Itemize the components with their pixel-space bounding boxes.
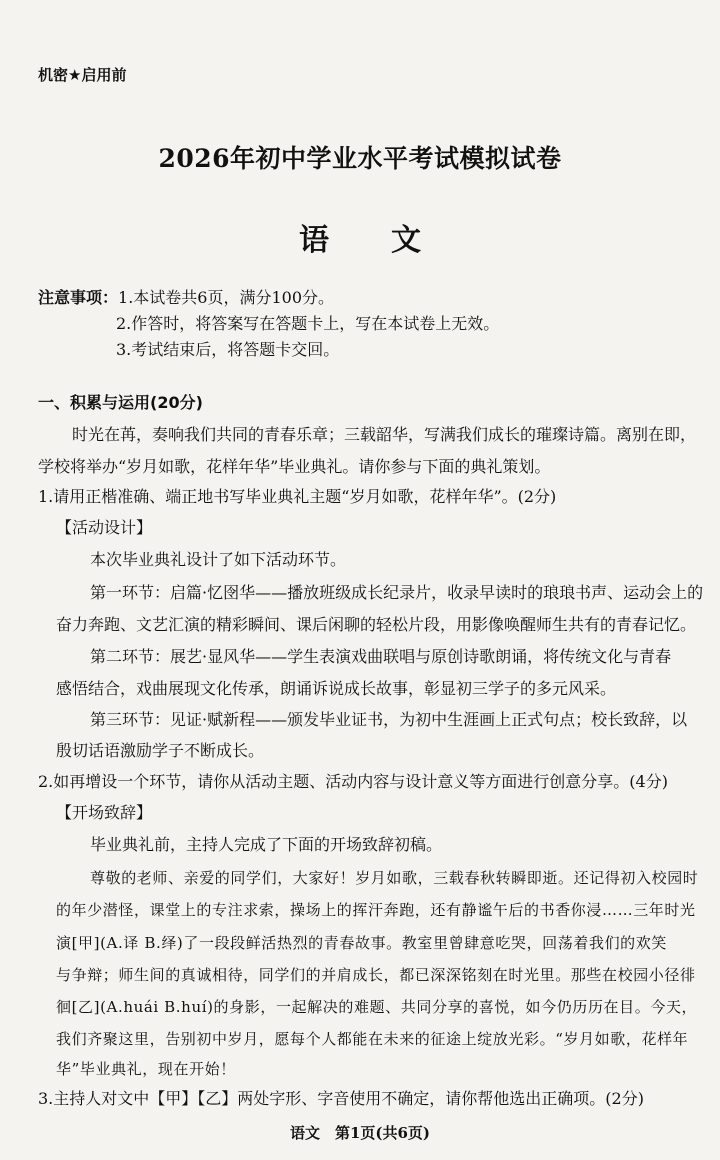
activity-line-7: 殷切话语激励学子不断成长。 (56, 741, 265, 760)
activity-line-5: 感悟结合，戏曲展现文化传承，朗诵诉说成长故事，彰显初三学子的多元风采。 (56, 679, 617, 698)
page-footer: 语文 第1页(共6页) (289, 1124, 431, 1142)
speech-line-2: 的年少潜怪，课堂上的专注求索，操场上的挥汗奔跑，还有静谧午后的书香你浸……三年时光 (56, 901, 696, 919)
confidential-label: 机密★启用前 (38, 66, 127, 84)
subject-char-1: 语 (299, 223, 329, 258)
subject-char-2: 文 (391, 223, 421, 258)
intro-line-2: 学校将举办“岁月如歌，花样年华”毕业典礼。请你参与下面的典礼策划。 (38, 457, 551, 476)
speech-line-5: 徊[乙](A.huái B.huí)的身影，一起解决的难题、共同分享的喜悦，如今仍历历在目。今天， (56, 998, 698, 1016)
notes-item-1: 1.本试卷共6页，满分100分。 (118, 288, 335, 307)
speech-line-3: 演[甲](A.译 B.绎)了一段段鲜活热烈的青春故事。教室里曾肆意吃哭，回荡着我们的欢笑 (56, 934, 667, 952)
activity-line-1: 本次毕业典礼设计了如下活动环节。 (90, 550, 347, 569)
speech-line-1: 尊敬的老师、亲爱的同学们，大家好！岁月如歌，三载春秋转瞬即逝。还记得初入校园时 (90, 869, 699, 887)
section-heading: 一、积累与运用(20分) (38, 393, 203, 412)
speech-line-4: 与争辩；师生间的真诚相待，同学们的并肩成长，都已深深铭刻在时光里。那些在校园小径徘 (56, 966, 696, 984)
subject-title (0, 222, 720, 260)
speech-line-7: 华”毕业典礼，现在开始！ (56, 1060, 236, 1078)
notes-line-1 (38, 287, 334, 309)
question-2: 2.如再增设一个环节，请你从活动主题、活动内容与设计意义等方面进行创意分享。(4分) (38, 772, 668, 791)
intro-line-1: 时光在苒，奏响我们共同的青春乐章；三载韶华，写满我们成长的璀璨诗篇。离别在即， (72, 425, 697, 444)
notes-item-2: 2.作答时，将答案写在答题卡上，写在本试卷上无效。 (116, 314, 500, 333)
activity-line-6: 第三环节：见证·赋新程——颁发毕业证书，为初中生涯画上正式句点；校长致辞，以 (90, 710, 688, 729)
question-1: 1.请用正楷准确、端正地书写毕业典礼主题“岁月如歌，花样年华”。(2分) (38, 487, 557, 506)
opening-intro: 毕业典礼前，主持人完成了下面的开场致辞初稿。 (90, 835, 443, 854)
notes-label: 注意事项： (38, 288, 119, 307)
exam-title: 2026年初中学业水平考试模拟试卷 (158, 144, 562, 173)
activity-line-4: 第二环节：展艺·显风华——学生表演戏曲联唱与原创诗歌朗诵，将传统文化与青春 (90, 647, 672, 666)
opening-heading: 【开场致辞】 (56, 803, 153, 822)
activity-line-2: 第一环节：启篇·忆囹华——播放班级成长纪录片，收录早读时的琅琅书声、运动会上的 (90, 583, 704, 602)
notes-item-3: 3.考试结束后，将答题卡交回。 (116, 340, 340, 359)
activity-line-3: 奋力奔跑、文艺汇演的精彩瞬间、课后闲聊的轻松片段，用影像唤醒师生共有的青春记忆。 (56, 615, 697, 634)
activity-heading: 【活动设计】 (56, 518, 153, 537)
speech-line-6: 我们齐聚这里，告别初中岁月，愿每个人都能在未来的征途上绽放光彩。“岁月如歌，花样年 (56, 1030, 689, 1048)
question-3: 3.主持人对文中【甲】【乙】两处字形、字音使用不确定，请你帮他选出正确项。(2分) (38, 1089, 644, 1108)
